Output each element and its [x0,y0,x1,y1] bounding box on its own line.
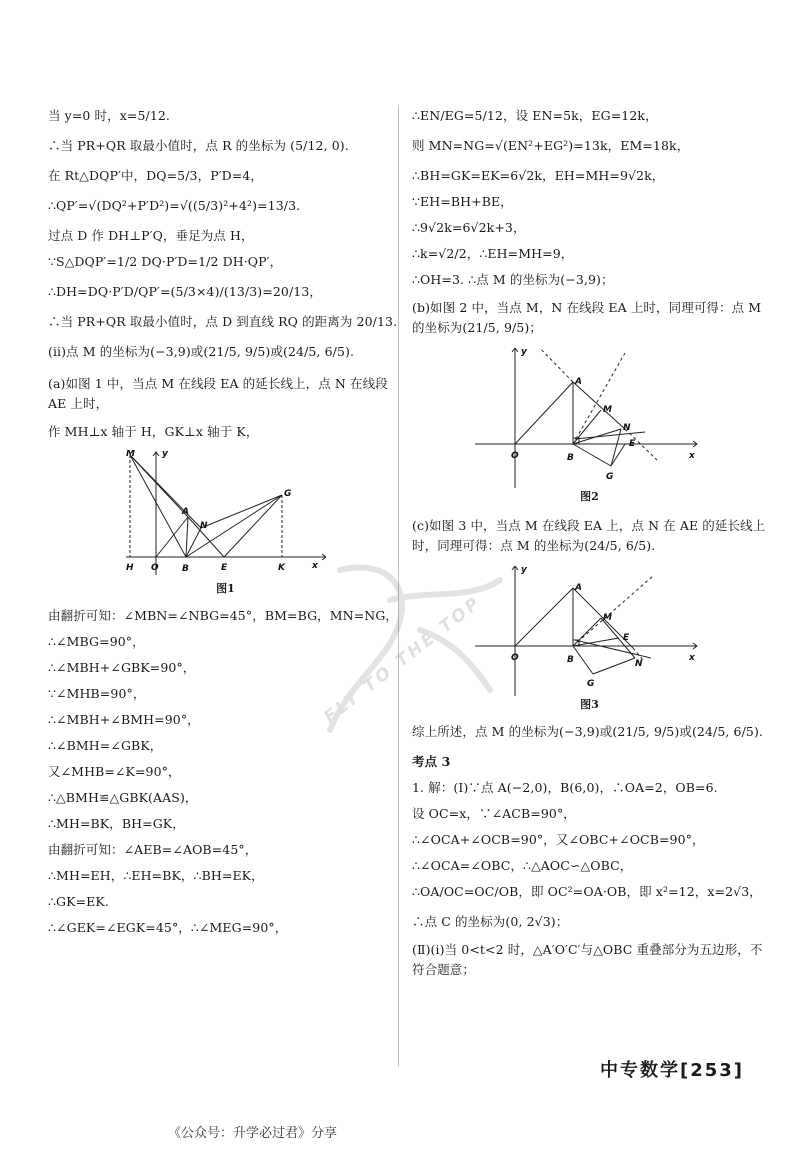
axis-label: x [311,561,318,571]
solution-line: (ⅱ)点 M 的坐标为(−3,9)或(21/5, 9/5)或(24/5, 6/5). [48,344,355,359]
point-label: A [574,583,582,593]
solution-line: ∴QP′=√(DQ²+P′D²)=√((5/3)²+4²)=13/3. [48,198,301,213]
page-number: [253] [679,1060,744,1081]
figure-2 [475,348,705,488]
solution-line: ∵EH=BH+BE， [412,194,513,209]
point-label: A [574,377,582,387]
solution-line: 又∠MHB=∠K=90°， [48,764,181,779]
figure-3 [475,566,705,696]
point-label: E [220,563,227,573]
point-label: N [622,423,631,433]
point-label: H [125,563,134,573]
axis-label: y [161,450,168,459]
solution-line: ∴DH=DQ·P′D/QP′=(5/3×4)/(13/3)=20/13， [48,284,322,299]
point-label: O [510,451,519,461]
solution-line: ∴GK=EK. [48,894,109,909]
point-label: E [628,439,635,449]
solution-line: ∴9√2k=6√2k+3， [412,220,526,235]
solution-line: ∴△BMH≌△GBK(AAS)， [48,790,198,805]
solution-line: 综上所述，点 M 的坐标为(−3,9)或(21/5, 9/5)或(24/5, 6/5). [412,724,764,739]
point-label: N [634,659,643,669]
solution-line: 在 Rt△DQP′中，DQ=5/3，P′D=4， [48,168,263,183]
axis-label: y [520,348,527,357]
solution-line: ∴OH=3. ∴点 M 的坐标为(−3,9)； [412,272,614,287]
solution-line: ∴点 C 的坐标为(0, 2√3)； [412,914,569,929]
figure-caption: 图2 [580,490,599,503]
share-note: 《公众号：升学必过君》分享 [168,1126,338,1141]
point-label: B [566,453,574,463]
solution-line: ∴当 PR+QR 取最小值时，点 D 到直线 RQ 的距离为 20/13. [48,314,398,329]
solution-line: ∴k=√2/2，∴EH=MH=9， [412,246,574,261]
page-footer [600,1056,744,1082]
solution-line: 由翻折可知：∠MBN=∠NBG=45°，BM=BG，MN=NG， [48,608,399,623]
figure-1 [126,450,326,580]
axis-label: y [520,566,527,575]
watermark-text: FLY TO THE TOP [320,592,486,728]
point-label: M [125,450,135,459]
point-label: B [181,564,189,574]
solution-line: 则 MN=NG=√(EN²+EG²)=13k，EM=18k， [412,138,690,153]
solution-line: 作 MH⊥x 轴于 H，GK⊥x 轴于 K， [48,424,259,439]
solution-line: ∴OA/OC=OC/OB，即 OC²=OA·OB，即 x²=12，x=2√3， [412,884,762,899]
point-label: G [283,489,291,499]
point-label: N [199,521,208,531]
point-label: A [181,507,189,517]
solution-line: ∴MH=EH，∴EH=BK，∴BH=EK， [48,868,264,883]
book-title: 中专数学 [599,1060,680,1081]
solution-line: ∴∠BMH=∠GBK， [48,738,163,753]
point-label: B [566,655,574,665]
solution-line: ∵S△DQP′=1/2 DQ·P′D=1/2 DH·QP′， [48,254,283,269]
solution-line: 过点 D 作 DH⊥P′Q，垂足为点 H， [48,228,254,243]
point-label: O [150,563,159,573]
solution-line: ∴BH=GK=EK=6√2k，EH=MH=9√2k， [412,168,665,183]
solution-line: ∴∠OCA=∠OBC，∴△AOC∽△OBC， [412,858,633,873]
left-column [48,108,403,946]
solution-line: ∴∠GEK=∠EGK=45°，∴∠MEG=90°， [48,920,288,935]
solution-line: 由翻折可知：∠AEB=∠AOB=45°， [48,842,258,857]
solution-line: (Ⅱ)(ⅰ)当 0<t<2 时，△A′O′C′与△OBC 重叠部分为五边形，不符合题意； [412,942,763,977]
solution-line: ∴∠OCA+∠OCB=90°，又∠OBC+∠OCB=90°， [412,832,705,847]
solution-line: 设 OC=x，∵∠ACB=90°， [412,806,576,821]
point-label: G [605,472,613,482]
point-label: M [602,613,612,623]
solution-line: ∴EN/EG=5/12，设 EN=5k，EG=12k， [412,108,658,123]
point-label: O [510,653,519,663]
solution-line: (c)如图 3 中，当点 M 在线段 EA 上，点 N 在 AE 的延长线上时，同理可得：点 M 的坐标为(24/5, 6/5). [412,518,766,553]
solution-line: 1. 解：(Ⅰ)∵点 A(−2,0)，B(6,0)，∴OA=2，OB=6. [412,780,718,795]
solution-line: (a)如图 1 中，当点 M 在线段 EA 的延长线上，点 N 在线段 AE 上时， [48,376,388,411]
solution-line: ∴∠MBH+∠GBK=90°， [48,660,196,675]
point-label: G [586,679,594,689]
figure-caption: 图1 [216,582,235,595]
axis-label: x [688,653,695,663]
axis-label: x [688,451,695,461]
solution-line: ∴∠MBG=90°， [48,634,145,649]
solution-line: ∵∠MHB=90°， [48,686,146,701]
section-heading: 考点 3 [412,754,451,769]
figure-caption: 图3 [580,698,599,711]
solution-line: 当 y=0 时，x=5/12. [48,108,171,123]
solution-line: (b)如图 2 中，当点 M，N 在线段 EA 上时，同理可得：点 M 的坐标为(21/5, 9/5)； [412,300,762,335]
point-label: M [602,405,612,415]
solution-line: ∴MH=BK，BH=GK， [48,816,185,831]
solution-line: ∴当 PR+QR 取最小值时，点 R 的坐标为 (5/12, 0). [48,138,349,153]
solution-line: ∴∠MBH+∠BMH=90°， [48,712,200,727]
point-label: E [622,633,629,643]
point-label: K [277,563,285,573]
right-column [412,108,767,990]
